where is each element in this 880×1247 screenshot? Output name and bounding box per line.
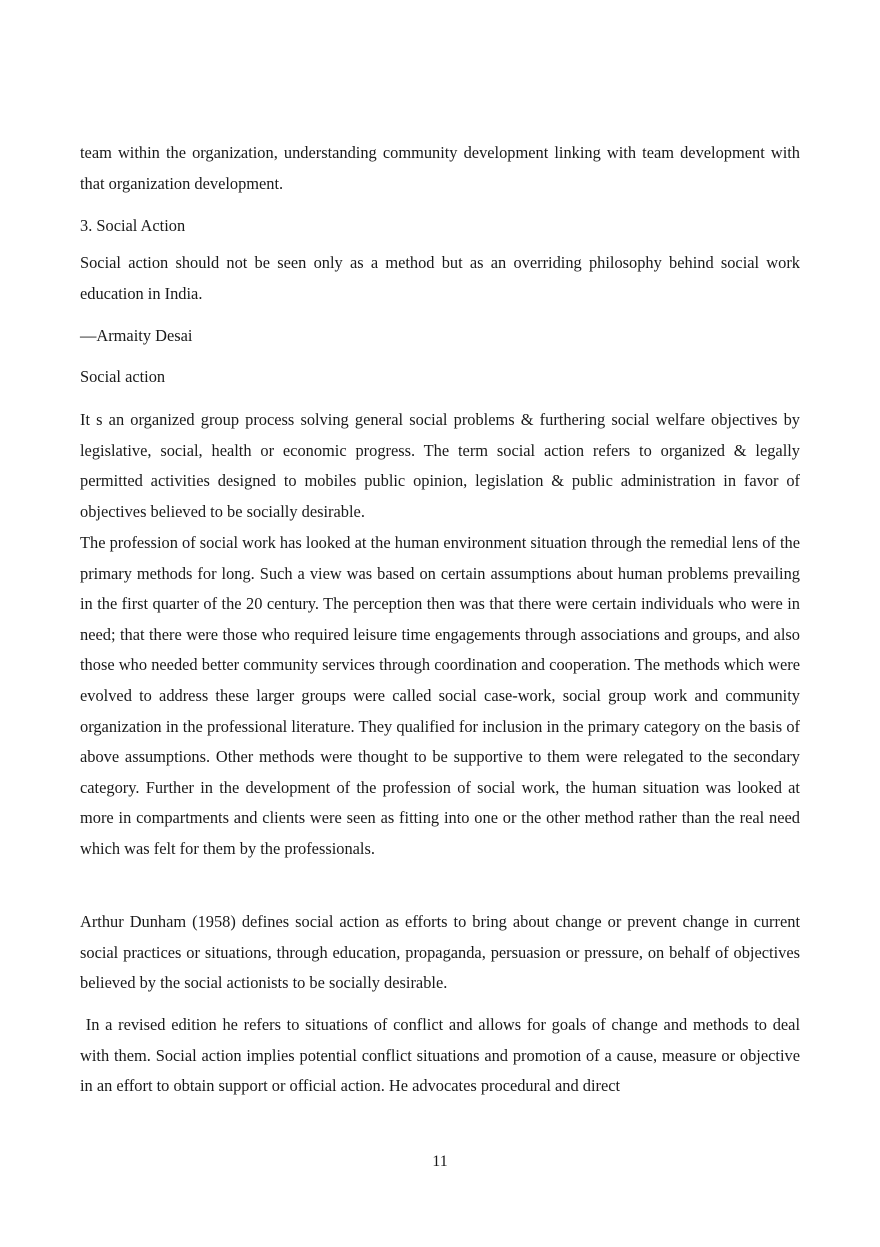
section-heading-social-action: 3. Social Action <box>80 216 186 235</box>
paragraph-profession-history: The profession of social work has looked at the human environment situation through the remedial lens of the primary methods for long. Such a view was based on certain assumptions about human problems prevailing in the first quarter of the 20 century. The perception then was that there were certain individuals who were in need; that there were those who required leisure time engagements through associations and groups, and also those who needed better community services through coordination and cooperation. The methods which were evolved to address these larger groups were called social case-work, social group work and community organization in the professional literature. They qualified for inclusion in the primary category on the basis of above assumptions. Other methods were thought to be supportive to them were relegated to the secondary category. Further in the development of the profession of social work, the human situation was looked at more in compartments and clients were seen as fitting into one or the other method rather than the real need which was felt for them by the professionals. <box>80 533 800 858</box>
subheading-social-action: Social action <box>80 367 166 386</box>
epigraph-attribution: —Armaity Desai <box>80 326 193 345</box>
paragraph-dunham-definition: Arthur Dunham (1958) defines social action as efforts to bring about change or prevent change in current social practices or situations, through education, propaganda, persuasion or pressure, on behalf of objectives believed by the social actionists to be socially desirable. <box>80 912 800 993</box>
paragraph-continuation: team within the organization, understanding community development linking with team development with that organization development. <box>80 143 800 193</box>
page-number: 11 <box>432 1153 448 1170</box>
paragraph-revised-edition: In a revised edition he refers to situations of conflict and allows for goals of change and methods to deal with them. Social action implies potential conflict situations and promotion of a cause, measure or objective in an effort to obtain support or official action. He advocates procedural and direct <box>80 1015 800 1096</box>
epigraph-quote: Social action should not be seen only as a method but as an overriding philosophy behind social work education in India. <box>80 253 800 303</box>
paragraph-definition: It s an organized group process solving general social problems & furthering social welfare objectives by legislative, social, health or economic progress. The term social action refers to organized & legally permitted activities designed to mobiles public opinion, legislation & public administration in favor of objectives believed to be socially desirable. <box>80 410 800 521</box>
